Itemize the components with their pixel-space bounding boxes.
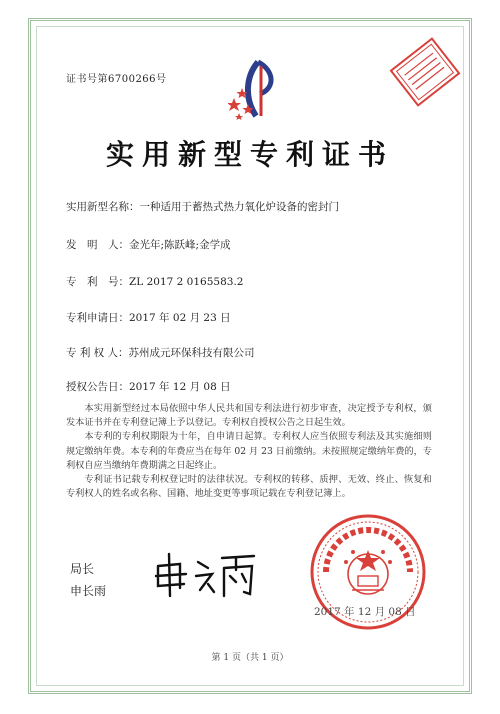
patentee-value: 苏州成元环保科技有限公司 (128, 347, 255, 359)
director-name: 申长雨 (70, 584, 107, 598)
grant-date-label: 授权公告日： (66, 381, 129, 393)
application-date-value: 2017 年 02 月 23 日 (129, 312, 231, 324)
issue-date: 2017 年 12 月 08 日 (314, 606, 416, 618)
certificate-number: 证书号第6700266号 (66, 74, 167, 85)
patent-office-logo (228, 58, 288, 120)
certificate-title: 实用新型专利证书 (105, 138, 394, 171)
utility-model-name-value: 一种适用于蓄热式热力氧化炉设备的密封门 (139, 201, 339, 213)
body-paragraph: 本实用新型经过本局依照中华人民共和国专利法进行初步审查，决定授予专利权，颁发本证书并在专利登记簿上予以登记。专利权自授权公告之日起生效。 (66, 403, 432, 429)
inventor-value: 金光年;陈跃峰;金学成 (129, 239, 231, 251)
patent-number-label: 专 利 号： (66, 276, 129, 288)
director-title: 局长 (70, 562, 95, 576)
patent-number-row (66, 274, 243, 289)
certificate-body (66, 402, 432, 501)
page-indicator: 第 1 页（共 1 页） (211, 653, 289, 663)
body-paragraph: 本专利的专利权期限为十年，自申请日起算。专利权人应当依照专利法及其实施细则规定缴纳年费。本专利的年费应当在每年 02 月 23 日前缴纳。未按照规定缴纳年费的，专利权自应当缴纳年费期满之日起终止。 (66, 431, 432, 471)
body-paragraph: 专利证书记载专利权登记时的法律状况。专利权的转移、质押、无效、终止、恢复和专利权人的姓名或名称、国籍、地址变更等事项记载在专利登记簿上。 (66, 474, 432, 500)
patentee-label: 专 利 权 人： (66, 347, 129, 359)
grant-date-row (66, 379, 231, 394)
utility-model-name-label: 实用新型名称： (66, 201, 140, 213)
inventor-label: 发 明 人： (66, 239, 129, 251)
official-seal-stamp-top (385, 32, 465, 112)
inventor-row (66, 237, 231, 252)
grant-date-value: 2017 年 12 月 08 日 (129, 381, 231, 393)
application-date-label: 专利申请日： (66, 312, 129, 324)
patent-number-value: ZL 2017 2 0165583.2 (129, 276, 244, 288)
director-signature (150, 544, 260, 604)
patentee-row (66, 345, 255, 360)
utility-model-name-row (66, 199, 339, 214)
application-date-row (66, 310, 231, 325)
